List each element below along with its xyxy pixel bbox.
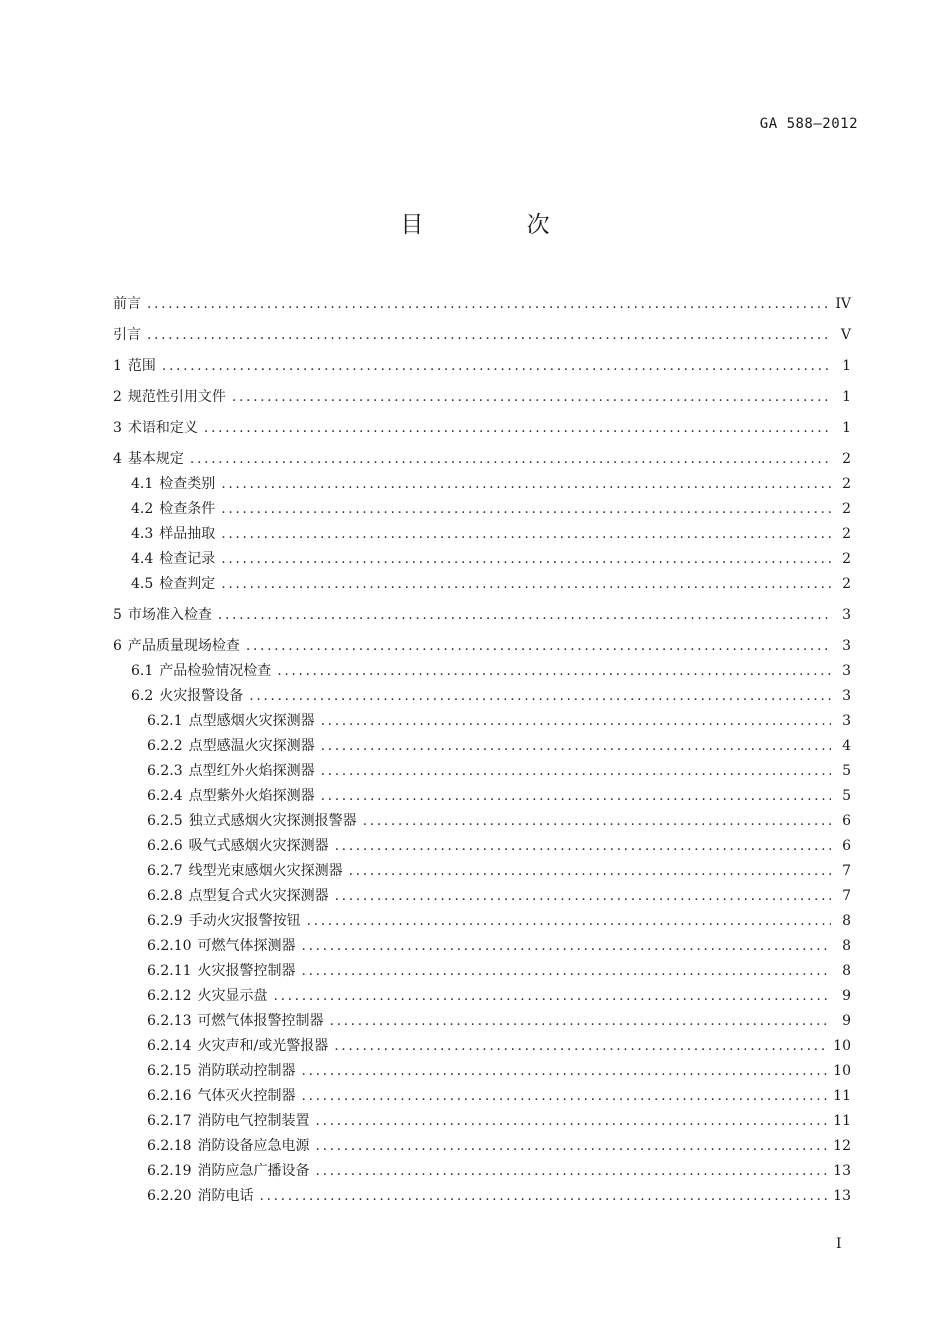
toc-entry-page: 1 — [842, 420, 851, 436]
toc-entry-label: 产品质量现场检查 — [127, 638, 240, 654]
toc-entry-number: 5 — [113, 607, 122, 623]
dot-leader — [204, 418, 831, 438]
toc-entry-label: 独立式感烟火灾探测报警器 — [188, 813, 357, 829]
toc-entry[interactable] — [113, 605, 851, 630]
dot-leader — [335, 836, 831, 856]
toc-entry-label: 市场准入检查 — [127, 607, 212, 623]
toc-entry[interactable] — [113, 661, 851, 686]
toc-entry[interactable] — [113, 686, 851, 711]
toc-entry[interactable] — [113, 325, 851, 350]
dot-leader — [334, 1036, 827, 1056]
toc-entry[interactable] — [113, 1186, 851, 1211]
dot-leader — [260, 1186, 828, 1206]
toc-entry-number: 2 — [113, 389, 122, 405]
toc-entry-page: 10 — [833, 1038, 851, 1054]
toc-entry[interactable] — [113, 387, 851, 412]
toc-entry-number: 6.2.1 — [147, 713, 183, 729]
toc-entry-number: 6.2.20 — [147, 1188, 192, 1204]
toc-entry-number: 6.2.6 — [147, 838, 183, 854]
dot-leader — [349, 861, 831, 881]
toc-entry-label: 火灾声和/或光警报器 — [197, 1038, 329, 1054]
toc-entry-number: 6.2.14 — [147, 1038, 192, 1054]
toc-entry-label: 消防设备应急电源 — [197, 1138, 310, 1154]
toc-entry-number: 6.2.12 — [147, 988, 192, 1004]
toc-entry-number: 4.4 — [131, 551, 154, 567]
toc-entry-label: 火灾报警设备 — [159, 688, 244, 704]
toc-entry-page: 3 — [842, 688, 851, 704]
toc-entry-page: 6 — [842, 813, 851, 829]
dot-leader — [302, 936, 831, 956]
toc-entry-number: 6.2.13 — [147, 1013, 192, 1029]
toc-entry-page: 8 — [842, 963, 851, 979]
toc-entry-number: 6.2.17 — [147, 1113, 192, 1129]
toc-entry-number: 6.2.19 — [147, 1163, 192, 1179]
toc-entry[interactable] — [113, 1161, 851, 1186]
toc-entry[interactable] — [113, 1111, 851, 1136]
toc-entry-number: 6.2.7 — [147, 863, 183, 879]
toc-entry-label: 点型感温火灾探测器 — [188, 738, 315, 754]
toc-entry-label: 样品抽取 — [159, 526, 216, 542]
dot-leader — [307, 911, 831, 931]
toc-entry[interactable] — [113, 736, 851, 761]
dot-leader — [316, 1111, 828, 1131]
toc-entry-number: 4 — [113, 451, 122, 467]
dot-leader — [335, 886, 831, 906]
toc-entry-label: 点型紫外火焰探测器 — [188, 788, 315, 804]
toc-entry-page: 10 — [833, 1063, 851, 1079]
dot-leader — [321, 761, 831, 781]
toc-entry-page: 2 — [842, 526, 851, 542]
toc-entry-page: 3 — [842, 607, 851, 623]
dot-leader — [321, 711, 831, 731]
toc-entry-label: 基本规定 — [127, 451, 184, 467]
toc-entry-page: 8 — [842, 938, 851, 954]
dot-leader — [277, 661, 831, 681]
toc-entry-page: 2 — [842, 576, 851, 592]
toc-entry-page: 2 — [842, 551, 851, 567]
toc-entry-page: 5 — [842, 763, 851, 779]
toc-entry-page: 3 — [842, 713, 851, 729]
toc-entry-page: 1 — [842, 389, 851, 405]
dot-leader — [321, 786, 831, 806]
toc-entry-page: 2 — [842, 476, 851, 492]
toc-entry-number: 6.2.11 — [147, 963, 192, 979]
toc-entry-number: 3 — [113, 420, 122, 436]
toc-entry[interactable] — [113, 761, 851, 786]
toc-entry-label: 检查判定 — [159, 576, 216, 592]
dot-leader — [302, 1086, 828, 1106]
toc-entry-number: 1 — [113, 358, 122, 374]
toc-entry-label: 消防电气控制装置 — [197, 1113, 310, 1129]
toc-entry-number: 6.2.4 — [147, 788, 183, 804]
toc-entry-page: 2 — [842, 501, 851, 517]
toc-entry[interactable] — [113, 1136, 851, 1161]
toc-entry-label: 产品检验情况检查 — [159, 663, 272, 679]
toc-entry-label: 火灾显示盘 — [197, 988, 268, 1004]
toc-entry[interactable] — [113, 1061, 851, 1086]
toc-entry-number: 6.2 — [131, 688, 154, 704]
dot-leader — [316, 1161, 828, 1181]
toc-entry-label: 检查记录 — [159, 551, 216, 567]
toc-entry-page: 9 — [842, 1013, 851, 1029]
toc-entry-label: 术语和定义 — [127, 420, 198, 436]
toc-entry-label: 范围 — [127, 358, 156, 374]
dot-leader — [274, 986, 831, 1006]
dot-leader — [190, 449, 831, 469]
toc-entry-page: 13 — [833, 1188, 851, 1204]
dot-leader — [221, 474, 831, 494]
toc-entry-label: 检查类别 — [159, 476, 216, 492]
toc-entry-page: 7 — [842, 863, 851, 879]
toc-entry[interactable] — [113, 499, 851, 524]
dot-leader — [316, 1136, 828, 1156]
toc-entry-page: 7 — [842, 888, 851, 904]
toc-entry-page: 11 — [833, 1113, 851, 1129]
toc-entry-label: 点型复合式火灾探测器 — [188, 888, 329, 904]
toc-entry[interactable] — [113, 1011, 851, 1036]
toc-entry[interactable] — [113, 911, 851, 936]
dot-leader — [221, 524, 831, 544]
toc-entry-number: 6.2.5 — [147, 813, 183, 829]
toc-entry[interactable] — [113, 524, 851, 549]
toc-entry-page: 8 — [842, 913, 851, 929]
dot-leader — [221, 574, 831, 594]
toc-entry-number: 6.2.16 — [147, 1088, 192, 1104]
toc-entry[interactable] — [113, 1036, 851, 1061]
toc-entry[interactable] — [113, 418, 851, 443]
toc-entry-page: V — [840, 327, 851, 343]
toc-entry-page: 9 — [842, 988, 851, 1004]
toc-entry-label: 规范性引用文件 — [127, 389, 226, 405]
toc-entry-number: 4.5 — [131, 576, 154, 592]
toc-entry-label: 点型红外火焰探测器 — [188, 763, 315, 779]
toc-entry-number: 4.2 — [131, 501, 154, 517]
dot-leader — [218, 605, 831, 625]
toc-entry-page: 1 — [842, 358, 851, 374]
toc-entry[interactable] — [113, 636, 851, 661]
toc-entry[interactable] — [113, 811, 851, 836]
dot-leader — [162, 356, 831, 376]
toc-entry-page: 11 — [833, 1088, 851, 1104]
toc-entry[interactable] — [113, 986, 851, 1011]
toc-entry-label: 可燃气体报警控制器 — [197, 1013, 324, 1029]
toc-entry-number: 6 — [113, 638, 122, 654]
toc-entry[interactable] — [113, 1086, 851, 1111]
toc-entry[interactable] — [113, 294, 851, 319]
toc-entry-number: 6.2.9 — [147, 913, 183, 929]
dot-leader — [363, 811, 831, 831]
toc-entry-label: 火灾报警控制器 — [197, 963, 296, 979]
toc-entry-label: 消防电话 — [197, 1188, 254, 1204]
toc-entry-number: 6.1 — [131, 663, 154, 679]
toc-entry-page: 6 — [842, 838, 851, 854]
toc-entry[interactable] — [113, 961, 851, 986]
toc-entry-page: 5 — [842, 788, 851, 804]
toc-entry[interactable] — [113, 711, 851, 736]
toc-entry-number: 6.2.2 — [147, 738, 183, 754]
toc-entry-page: 3 — [842, 663, 851, 679]
toc-entry-label: 检查条件 — [159, 501, 216, 517]
document-code: GA 588—2012 — [759, 116, 858, 132]
toc-entry-label: 吸气式感烟火灾探测器 — [188, 838, 329, 854]
toc-entry[interactable] — [113, 786, 851, 811]
toc-entry-number: 6.2.10 — [147, 938, 192, 954]
toc-entry[interactable] — [113, 356, 851, 381]
dot-leader — [246, 636, 831, 656]
toc-entry[interactable] — [113, 886, 851, 911]
toc-entry-page: 2 — [842, 451, 851, 467]
toc-entry-label: 可燃气体探测器 — [197, 938, 296, 954]
toc-entry[interactable] — [113, 936, 851, 961]
toc-entry-number: 6.2.15 — [147, 1063, 192, 1079]
dot-leader — [330, 1011, 831, 1031]
page-number: I — [836, 1236, 842, 1252]
toc-entry-number: 6.2.3 — [147, 763, 183, 779]
toc-entry-number: 6.2.18 — [147, 1138, 192, 1154]
toc-entry-label: 手动火灾报警按钮 — [188, 913, 301, 929]
toc-entry-number: 6.2.8 — [147, 888, 183, 904]
dot-leader — [321, 736, 831, 756]
toc-entry-label: 气体灭火控制器 — [197, 1088, 296, 1104]
dot-leader — [232, 387, 831, 407]
toc-entry-number: 4.3 — [131, 526, 154, 542]
dot-leader — [221, 549, 831, 569]
toc-entry[interactable] — [113, 474, 851, 499]
toc-entry[interactable] — [113, 574, 851, 599]
dot-leader — [302, 961, 831, 981]
toc-entry-page: 12 — [833, 1138, 851, 1154]
dot-leader — [302, 1061, 828, 1081]
toc-entry[interactable] — [113, 549, 851, 574]
toc-title: 目 次 — [400, 212, 598, 238]
dot-leader — [147, 325, 831, 345]
toc-entry-label: 引言 — [113, 327, 141, 343]
toc-entry[interactable] — [113, 449, 851, 474]
toc-entry-label: 前言 — [113, 296, 141, 312]
toc-entry-page: 13 — [833, 1163, 851, 1179]
toc-entry-label: 消防应急广播设备 — [197, 1163, 310, 1179]
toc-entry-number: 4.1 — [131, 476, 154, 492]
toc-entry-page: 4 — [842, 738, 851, 754]
toc-entry-page: IV — [835, 296, 851, 312]
toc-entry[interactable] — [113, 861, 851, 886]
dot-leader — [249, 686, 831, 706]
dot-leader — [147, 294, 829, 314]
toc-entry-label: 消防联动控制器 — [197, 1063, 296, 1079]
table-of-contents — [113, 288, 851, 1211]
toc-entry-label: 点型感烟火灾探测器 — [188, 713, 315, 729]
dot-leader — [221, 499, 831, 519]
toc-entry[interactable] — [113, 836, 851, 861]
toc-entry-page: 3 — [842, 638, 851, 654]
toc-entry-label: 线型光束感烟火灾探测器 — [188, 863, 343, 879]
